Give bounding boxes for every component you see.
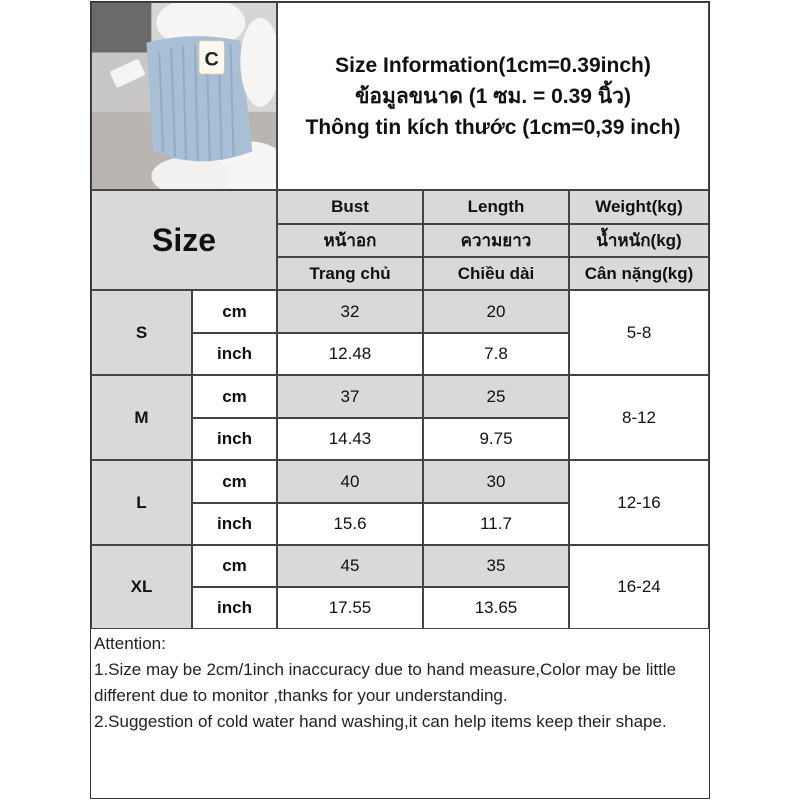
length-inch-xl: 13.65 [423,587,569,629]
length-inch-s: 7.8 [423,333,569,375]
size-header: Size [91,190,277,290]
unit-cm: cm [192,290,277,333]
bust-cm-xl: 45 [277,545,423,587]
unit-cm: cm [192,545,277,587]
length-cm-m: 25 [423,375,569,418]
weight-m: 8-12 [569,375,709,460]
unit-cm: cm [192,375,277,418]
bust-cm-s: 32 [277,290,423,333]
size-label-l: L [91,460,192,545]
title-vietnamese: Thông tin kích thước (1cm=0,39 inch) [305,115,681,139]
title-block [277,2,709,190]
unit-cm: cm [192,460,277,503]
length-cm-l: 30 [423,460,569,503]
bust-inch-s: 12.48 [277,333,423,375]
weight-l: 12-16 [569,460,709,545]
size-label-m: M [91,375,192,460]
bust-header-vi: Trang chủ [277,257,423,290]
bust-inch-l: 15.6 [277,503,423,545]
size-label-s: S [91,290,192,375]
size-chart-sheet [90,1,710,799]
attention-notes [91,629,709,798]
bust-header-en: Bust [277,190,423,224]
length-inch-m: 9.75 [423,418,569,460]
unit-inch: inch [192,418,277,460]
bust-cm-m: 37 [277,375,423,418]
notes-heading: Attention: [94,634,166,653]
unit-inch: inch [192,333,277,375]
notes-line-1: 1.Size may be 2cm/1inch inaccuracy due to hand measure,Color may be little different due to monitor ,thanks for your understanding. [94,660,677,705]
bust-inch-m: 14.43 [277,418,423,460]
bust-header-th: หน้าอก [277,224,423,257]
weight-header-th: น้ำหนัก(kg) [569,224,709,257]
size-label-xl: XL [91,545,192,629]
title-english: Size Information(1cm=0.39inch) [335,53,651,77]
title-thai: ข้อมูลขนาด (1 ซม. = 0.39 นิ้ว) [355,84,631,108]
weight-s: 5-8 [569,290,709,375]
product-photo [91,2,277,190]
length-inch-l: 11.7 [423,503,569,545]
weight-header-en: Weight(kg) [569,190,709,224]
length-header-vi: Chiều dài [423,257,569,290]
weight-header-vi: Cân nặng(kg) [569,257,709,290]
unit-inch: inch [192,587,277,629]
length-header-th: ความยาว [423,224,569,257]
length-cm-s: 20 [423,290,569,333]
length-header-en: Length [423,190,569,224]
unit-inch: inch [192,503,277,545]
length-cm-xl: 35 [423,545,569,587]
bust-inch-xl: 17.55 [277,587,423,629]
notes-line-2: 2.Suggestion of cold water hand washing,it can help items keep their shape. [94,712,667,731]
vest-patch-letter: C [204,48,219,71]
weight-xl: 16-24 [569,545,709,629]
dog-vest-image [92,2,276,190]
bust-cm-l: 40 [277,460,423,503]
